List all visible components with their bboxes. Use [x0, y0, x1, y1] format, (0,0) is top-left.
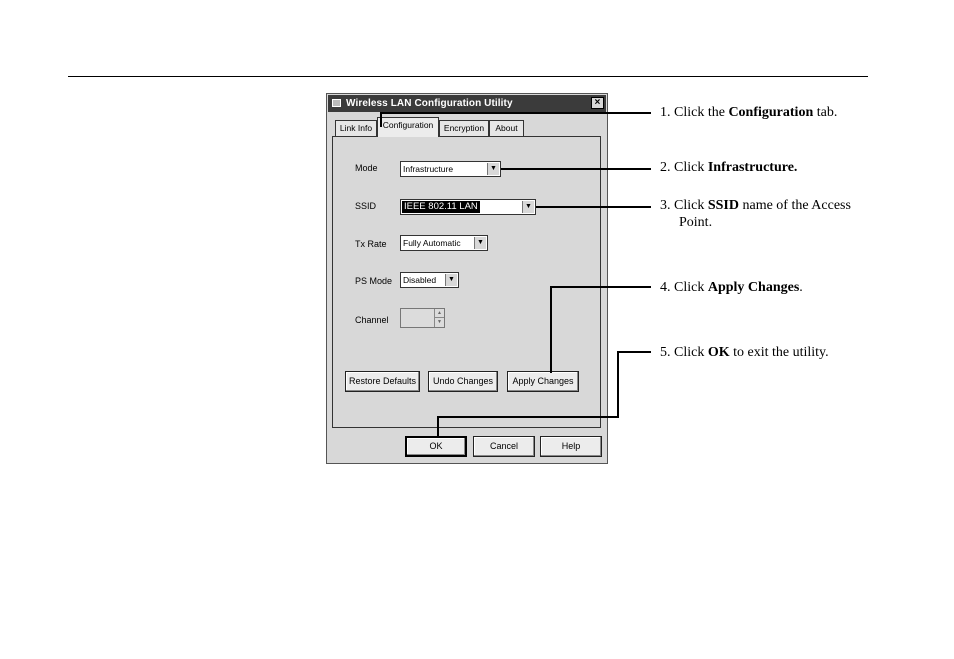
callout-line-1	[381, 113, 651, 127]
chevron-down-icon[interactable]: ▼	[474, 237, 486, 249]
chevron-down-icon[interactable]: ▼	[487, 163, 499, 175]
callout-line-5	[438, 352, 651, 437]
undo-changes-button[interactable]: Undo Changes	[428, 371, 498, 392]
cancel-button[interactable]: Cancel	[473, 436, 535, 457]
chevron-down-icon[interactable]: ▼	[445, 274, 457, 286]
chevron-down-icon[interactable]: ▼	[522, 201, 534, 213]
ok-button[interactable]: OK	[405, 436, 467, 457]
tx-rate-value: Fully Automatic	[403, 238, 461, 248]
tab-configuration[interactable]: Configuration	[377, 117, 439, 137]
instruction-2: 2. Click Infrastructure.	[660, 160, 798, 175]
ssid-value: IEEE 802.11 LAN	[404, 201, 478, 212]
ssid-label: SSID	[355, 201, 377, 211]
spin-up-icon: ▲	[434, 309, 444, 318]
help-button[interactable]: Help	[540, 436, 602, 457]
dialog-title: Wireless LAN Configuration Utility	[346, 98, 513, 109]
channel-label: Channel	[355, 315, 389, 325]
tab-about[interactable]: About	[489, 120, 524, 136]
close-icon[interactable]: ×	[591, 97, 604, 109]
tab-encryption[interactable]: Encryption	[439, 120, 489, 136]
mode-value: Infrastructure	[403, 164, 454, 174]
instruction-5: 5. Click OK to exit the utility.	[660, 345, 829, 360]
instruction-1: 1. Click the Configuration tab.	[660, 105, 838, 120]
instruction-3: 3. Click SSID name of the Access Point.	[660, 198, 851, 230]
ps-mode-label: PS Mode	[355, 276, 393, 286]
tx-rate-label: Tx Rate	[355, 239, 387, 249]
callout-line-4	[551, 287, 651, 373]
ps-mode-value: Disabled	[403, 275, 437, 285]
spin-down-icon: ▼	[434, 318, 444, 327]
restore-defaults-button[interactable]: Restore Defaults	[345, 371, 420, 392]
instruction-4: 4. Click Apply Changes.	[660, 280, 803, 295]
tab-link-info[interactable]: Link Info	[335, 120, 377, 136]
mode-label: Mode	[355, 163, 378, 173]
apply-changes-button[interactable]: Apply Changes	[507, 371, 579, 392]
